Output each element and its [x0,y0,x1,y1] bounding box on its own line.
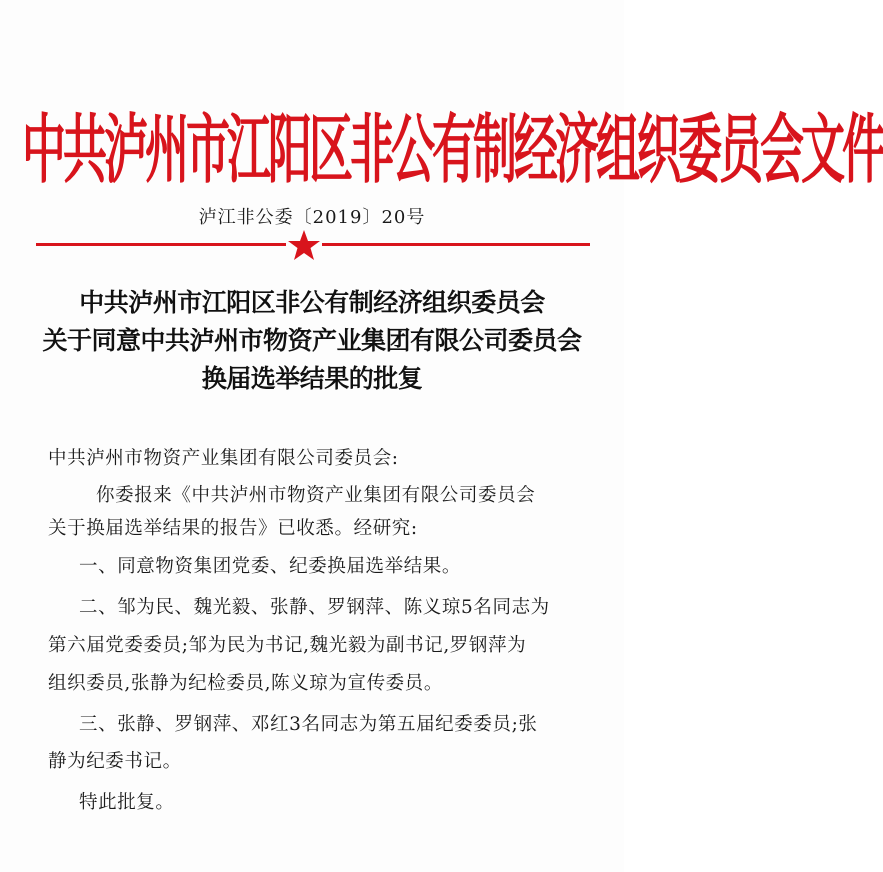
document-header-title: 中共泸州市江阳区非公有制经济组织委员会文件 [22,107,883,194]
red-divider-left [36,243,286,246]
item-2-line-2: 第六届党委委员;邹为民为书记,魏光毅为副书记,罗钢萍为 [48,635,527,656]
addressee: 中共泸州市物资产业集团有限公司委员会: [48,448,399,469]
document-number: 泸江非公委〔2019〕20号 [198,207,426,228]
document-title-line-1: 中共泸州市江阳区非公有制经济组织委员会 [79,288,545,317]
document-title-line-2: 关于同意中共泸州市物资产业集团有限公司委员会 [42,326,582,355]
paragraph-1-line-1: 你委报来《中共泸州市物资产业集团有限公司委员会 [96,485,536,506]
document-title-line-3: 换届选举结果的批复 [201,364,423,393]
item-2-line-1: 二、邹为民、魏光毅、张静、罗钢萍、陈义琼5名同志为 [79,597,550,618]
red-star-icon [287,229,321,261]
item-2-line-3: 组织委员,张静为纪检委员,陈义琼为宣传委员。 [48,673,443,694]
red-star-shape [288,230,320,260]
item-3-line-2: 静为纪委书记。 [48,751,182,772]
item-3-line-1: 三、张静、罗钢萍、邓红3名同志为第五届纪委委员;张 [79,714,538,735]
paragraph-1-line-2: 关于换届选举结果的报告》已收悉。经研究: [48,518,418,539]
closing-remark: 特此批复。 [79,792,175,813]
item-1: 一、同意物资集团党委、纪委换届选举结果。 [79,556,462,577]
red-divider-right [322,243,590,246]
